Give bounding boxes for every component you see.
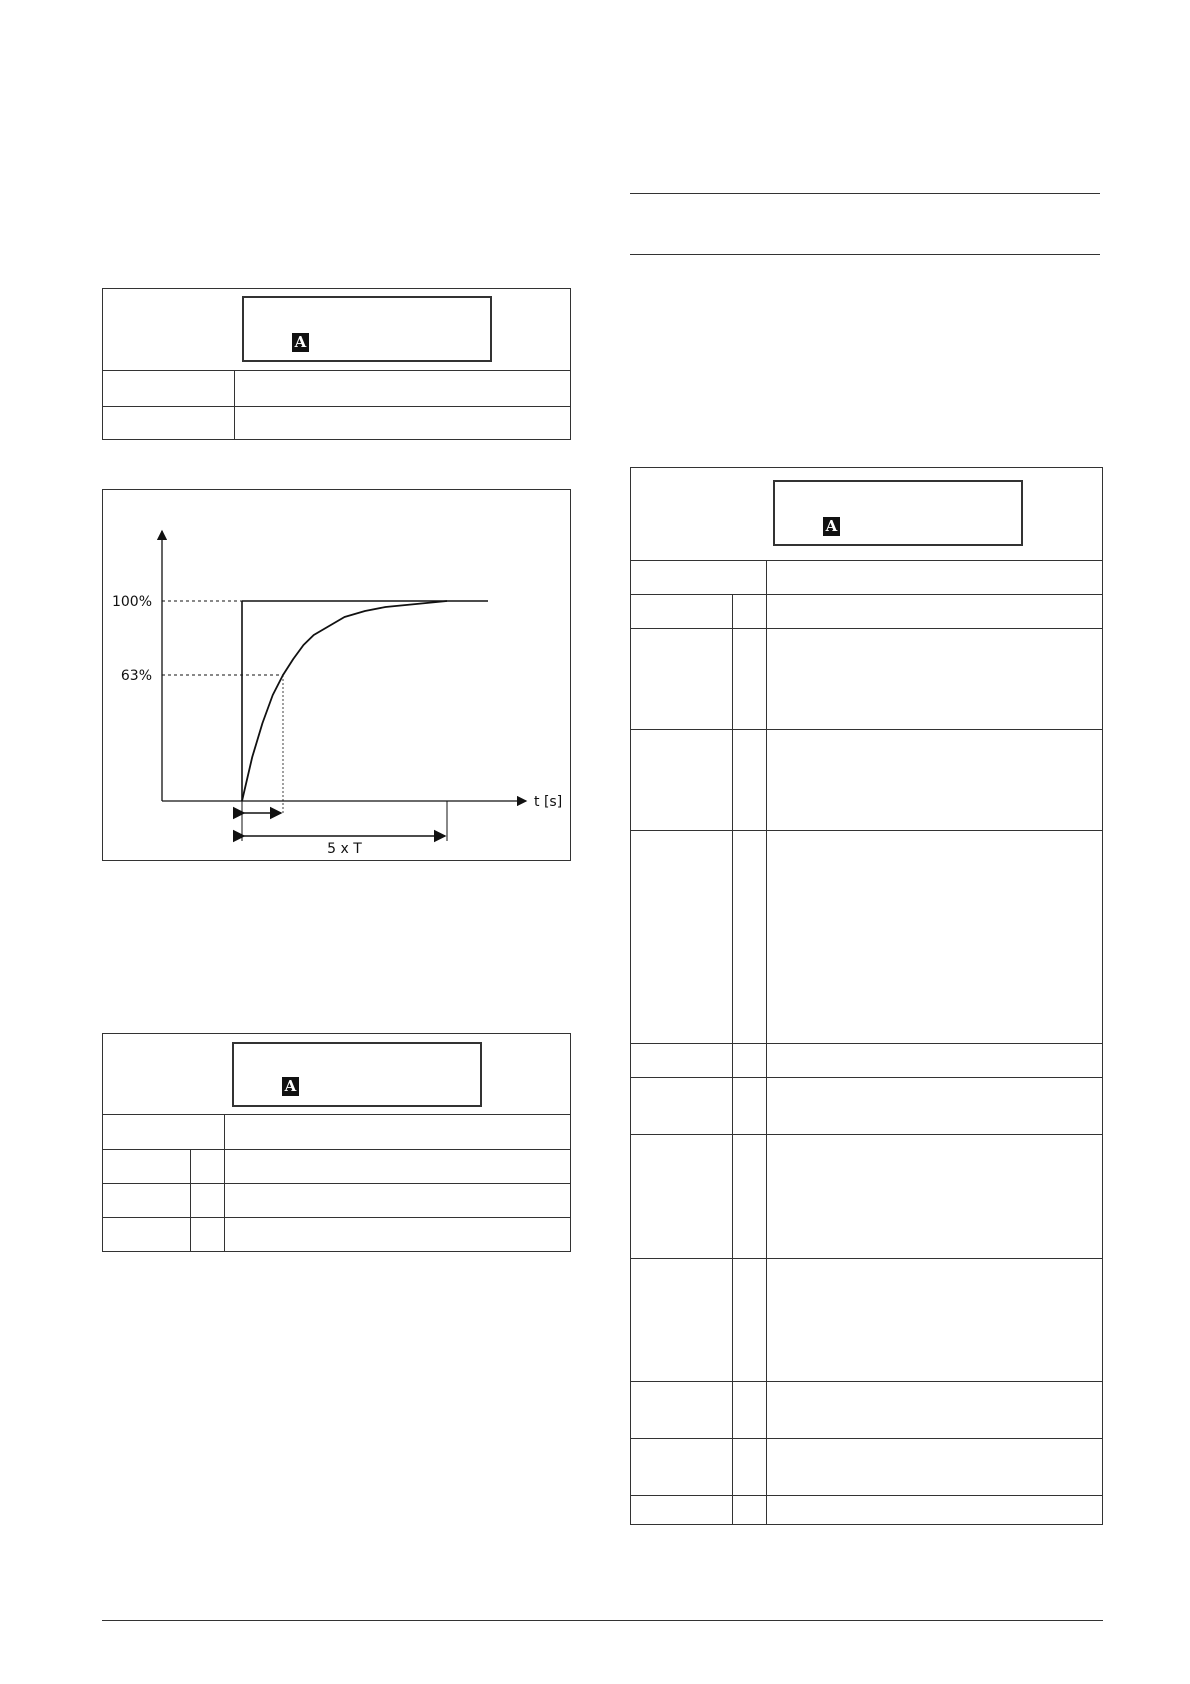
table-3-divider [630, 594, 1103, 595]
table-3-divider [630, 729, 1103, 730]
table-3-divider [630, 1495, 1103, 1496]
display-panel-3 [773, 480, 1023, 546]
table-1-divider [102, 370, 571, 371]
table-3-divider [630, 1258, 1103, 1259]
table-1-divider [102, 406, 571, 407]
table-3 [630, 467, 1103, 1525]
display-panel-1 [242, 296, 492, 362]
table-2-divider [102, 1183, 571, 1184]
response-curve [242, 601, 447, 801]
section-rule-top [630, 193, 1100, 194]
table-2-column-divider [224, 1114, 225, 1252]
table-2-divider [102, 1114, 571, 1115]
table-3-column-divider [732, 594, 733, 1525]
table-3-divider [630, 1438, 1103, 1439]
display-a-badge: A [282, 1077, 299, 1096]
table-3-divider [630, 628, 1103, 629]
table-3-divider [630, 1077, 1103, 1078]
table-3-divider [630, 1043, 1103, 1044]
y-tick-label-63: 63% [120, 668, 152, 684]
table-3-divider [630, 1381, 1103, 1382]
table-3-divider [630, 560, 1103, 561]
display-panel-2 [232, 1042, 482, 1107]
x-axis-label: t [s] [534, 794, 563, 810]
display-a-badge: A [292, 333, 309, 352]
section-rule-bottom [630, 254, 1100, 255]
y-tick-label-100: 100% [111, 594, 152, 610]
table-1-column-divider [234, 370, 235, 440]
footer-rule [102, 1620, 1103, 1621]
step-response-chart [102, 489, 571, 861]
table-2-column-divider [190, 1149, 191, 1252]
display-a-badge: A [823, 517, 840, 536]
table-2-divider [102, 1217, 571, 1218]
table-2-divider [102, 1149, 571, 1150]
settling-label: 5 x T [327, 841, 362, 857]
table-3-divider [630, 830, 1103, 831]
table-3-divider [630, 1134, 1103, 1135]
